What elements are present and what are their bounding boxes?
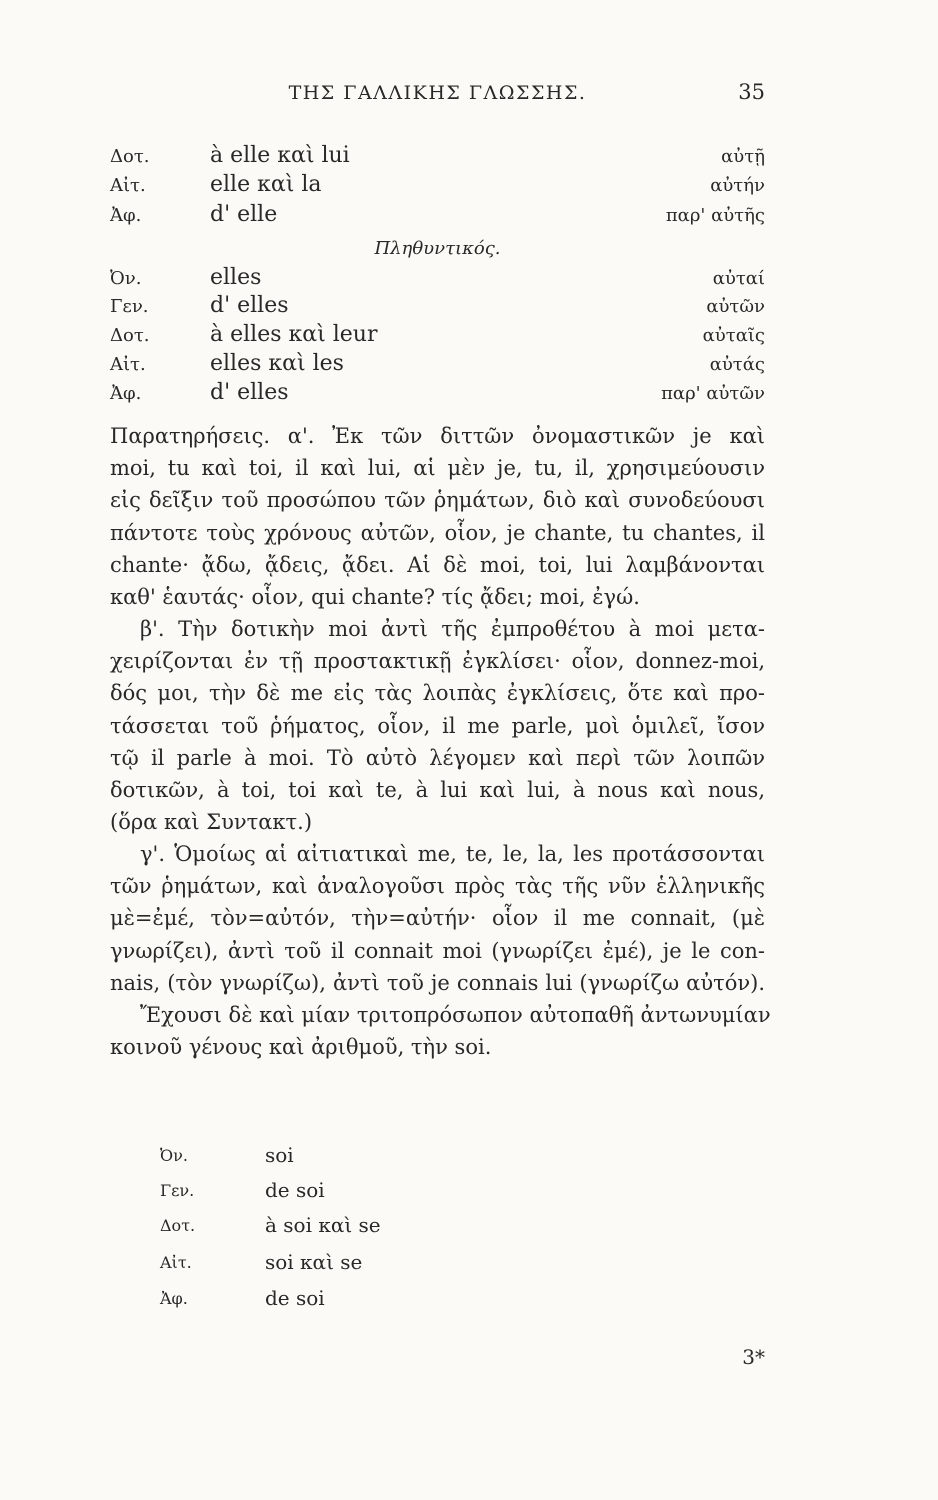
french-form: à elles καὶ leur xyxy=(210,322,378,347)
case-label: Γεν. xyxy=(160,1181,195,1200)
greek-form: παρ' αὐτῆς xyxy=(665,205,765,226)
text-line: χειρίζονται ἐν τῇ προστακτικῇ ἐγκλίσει· οἷον, donnez-moi, xyxy=(110,649,765,674)
case-label: Ὀν. xyxy=(160,1146,188,1165)
remark-beta-paragraph xyxy=(110,613,765,838)
greek-form: αὐτῶν xyxy=(706,296,765,317)
text-line: (ὅρα καὶ Συντακτ.) xyxy=(110,810,313,835)
declension-row xyxy=(110,202,765,230)
case-label: Αἰτ. xyxy=(160,1253,192,1272)
text-line: γ'. Ὁμοίως αἱ αἰτιατικαὶ me, te, le, la, les προτάσσονται xyxy=(140,842,765,866)
plural-heading: Πληθυντικός. xyxy=(374,238,501,259)
declension-row xyxy=(110,265,765,293)
text-line: nais, (τὸν γνωρίζω), ἀντὶ τοῦ je connais lui (γνωρίζω αὐτόν). xyxy=(110,970,765,995)
greek-form: αὐτάς xyxy=(709,354,765,375)
greek-form: αὐταί xyxy=(712,268,765,289)
soi-declension-row xyxy=(110,1286,510,1314)
french-form: à soi καὶ se xyxy=(265,1213,381,1237)
french-form: elles καὶ les xyxy=(210,351,344,376)
greek-form: αὐτήν xyxy=(710,175,765,196)
french-form: soi xyxy=(265,1143,294,1167)
declension-row xyxy=(110,380,765,408)
greek-form: αὐτῇ xyxy=(721,146,765,167)
case-label: Ἀφ. xyxy=(110,383,142,404)
text-line: δός μοι, τὴν δὲ me εἰς τὰς λοιπὰς ἐγκλίσεις, ὅτε καὶ προ- xyxy=(110,681,765,706)
french-form: d' elles xyxy=(210,380,289,405)
greek-form: αὐταῖς xyxy=(702,325,765,346)
text-line: τῶν ῥημάτων, καὶ ἀναλογοῦσι πρὸς τὰς τῆς νῦν ἑλληνικῆς xyxy=(110,874,765,899)
text-line: β'. Τὴν δοτικὴν moi ἀντὶ τῆς ἐμπροθέτου à moi μετα- xyxy=(140,617,765,641)
case-label: Δοτ. xyxy=(110,146,150,167)
page-number: 35 xyxy=(738,80,765,104)
french-form: d' elle xyxy=(210,202,278,227)
case-label: Αἰτ. xyxy=(110,354,146,375)
text-line: γνωρίζει), ἀντὶ τοῦ il connait moi (γνωρίζει ἐμέ), je le con- xyxy=(110,938,765,963)
page-header xyxy=(110,82,765,112)
running-title: ΤΗΣ ΓΑΛΛΙΚΗΣ ΓΛΩΣΣΗΣ. xyxy=(288,82,587,104)
case-label: Ἀφ. xyxy=(110,205,142,226)
soi-declension-row xyxy=(110,1213,510,1241)
case-label: Γεν. xyxy=(110,296,149,317)
case-label: Ὀν. xyxy=(110,268,142,289)
soi-declension-row xyxy=(110,1250,510,1278)
case-label: Δοτ. xyxy=(110,325,150,346)
french-form: de soi xyxy=(265,1286,325,1310)
text-line: τῷ il parle à moi. Τὸ αὐτὸ λέγομεν καὶ περὶ τῶν λοιπῶν xyxy=(110,745,765,770)
text-line: εἰς δεῖξιν τοῦ προσώπου τῶν ῥημάτων, διὸ καὶ συνοδεύουσι xyxy=(110,488,765,513)
greek-form: παρ' αὐτῶν xyxy=(661,383,765,404)
french-form: elles xyxy=(210,265,262,290)
text-line: Παρατηρήσεις. α'. Ἐκ τῶν διττῶν ὀνομαστικῶν je καὶ xyxy=(110,424,765,448)
case-label: Αἰτ. xyxy=(110,175,146,196)
text-line: Ἔχουσι δὲ καὶ μίαν τριτοπρόσωπον αὐτοπαθῆ ἀντωνυμίαν xyxy=(140,1002,771,1027)
french-form: elle καὶ la xyxy=(210,172,322,197)
french-form: à elle καὶ lui xyxy=(210,143,350,168)
declension-row xyxy=(110,172,765,200)
declension-row xyxy=(110,143,765,171)
case-label: Δοτ. xyxy=(160,1216,196,1235)
text-line: chante· ᾄδω, ᾄδεις, ᾄδει. Αἱ δὲ moi, toi, lui λαμβάνονται xyxy=(110,552,765,577)
french-form: d' elles xyxy=(210,293,289,318)
remark-gamma-paragraph xyxy=(110,838,771,1063)
remark-alpha-paragraph xyxy=(110,420,765,613)
signature-mark: 3* xyxy=(742,1345,765,1369)
declension-row xyxy=(110,351,765,379)
soi-declension-row xyxy=(110,1143,510,1171)
text-line: δοτικῶν, à toi, toi καὶ te, à lui καὶ lui, à nous καὶ nous, xyxy=(110,777,765,802)
text-line: κοινοῦ γένους καὶ ἀριθμοῦ, τὴν soi. xyxy=(110,1035,492,1060)
text-line: moi, tu καὶ toi, il καὶ lui, αἱ μὲν je, tu, il, χρησιμεύουσιν xyxy=(110,456,765,481)
text-line: τάσσεται τοῦ ῥήματος, οἷον, il me parle, μοὶ ὁμιλεῖ, ἴσον xyxy=(110,713,765,738)
soi-declension-row xyxy=(110,1178,510,1206)
text-line: καθ' ἑαυτάς· οἷον, qui chante? τίς ᾄδει; moi, ἐγώ. xyxy=(110,584,640,609)
french-form: soi καὶ se xyxy=(265,1250,363,1274)
text-line: μὲ=ἐμέ, τὸν=αὐτόν, τὴν=αὐτήν· οἷον il me connait, (μὲ xyxy=(110,906,765,931)
declension-row xyxy=(110,293,765,321)
text-line: πάντοτε τοὺς χρόνους αὐτῶν, οἷον, je chante, tu chantes, il xyxy=(110,520,765,545)
case-label: Ἀφ. xyxy=(160,1289,188,1308)
french-form: de soi xyxy=(265,1178,325,1202)
declension-row xyxy=(110,322,765,350)
